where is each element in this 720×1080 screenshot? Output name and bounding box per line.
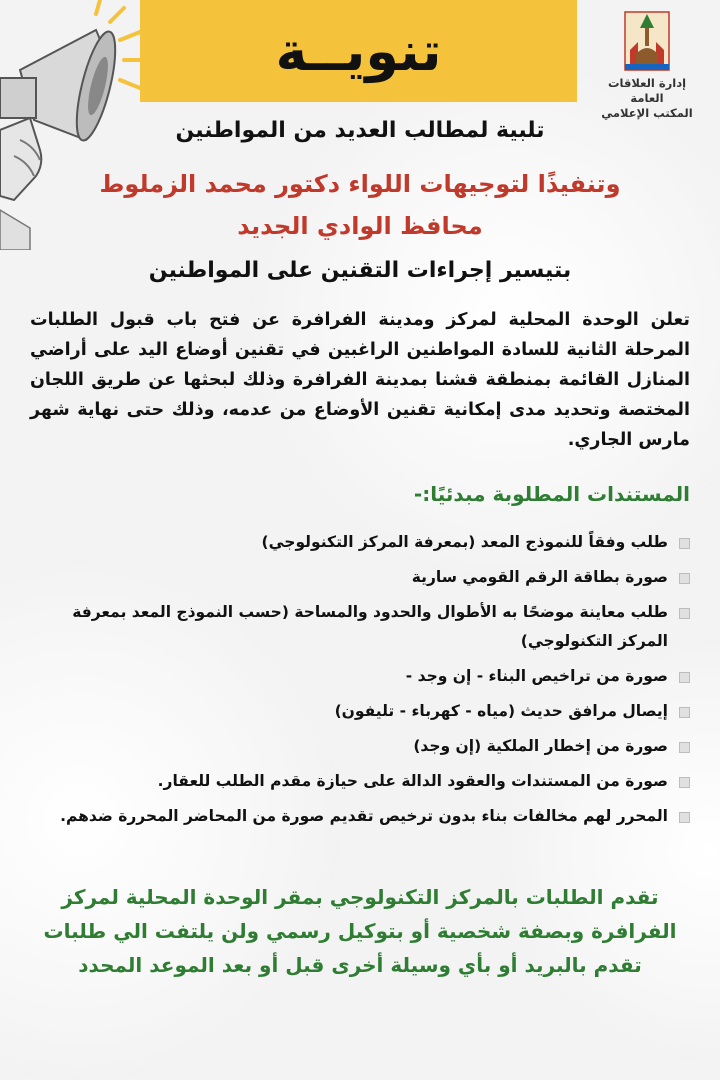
list-item-text: صورة من تراخيص البناء - إن وجد - bbox=[405, 667, 668, 685]
list-item-text: إيصال مرافق حديث (مياه - كهرباء - تليفون) bbox=[334, 702, 668, 720]
list-item-text: طلب معاينة موضحًا به الأطوال والحدود والمساحة (حسب النموذج المعد بمعرفة المركز التكنولوجي) bbox=[72, 603, 668, 650]
header-band bbox=[140, 0, 577, 102]
list-item-text: صورة بطاقة الرقم القومي سارية bbox=[411, 568, 668, 586]
list-item bbox=[30, 662, 690, 691]
list-item bbox=[30, 732, 690, 761]
bullet-icon bbox=[679, 812, 690, 823]
documents-list bbox=[30, 528, 690, 837]
governorate-emblem-icon bbox=[622, 6, 672, 76]
list-item-text: المحرر لهم مخالفات بناء بدون ترخيص تقديم صورة من المحاضر المحررة ضدهم. bbox=[60, 807, 668, 825]
logo bbox=[592, 6, 702, 126]
list-item-text: طلب وفقاً للنموذج المعد (بمعرفة المركز التكنولوجي) bbox=[261, 533, 668, 551]
closing-note: تقدم الطلبات بالمركز التكنولوجي بمقر الوحدة المحلية لمركز الفرافرة وبصفة شخصية أو بتوكيل رسمي ولن يلتفت الي طلبات تقدم بالبريد أو بأي وسيلة أخرى قبل أو بعد الموعد المحدد bbox=[43, 885, 677, 977]
logo-line-2: المكتب الإعلامي bbox=[601, 106, 693, 120]
bullet-icon bbox=[679, 777, 690, 788]
page-title: تنويــة bbox=[275, 19, 442, 83]
logo-line-1: إدارة العلاقات العامة bbox=[607, 76, 687, 105]
list-item bbox=[30, 598, 690, 656]
list-item bbox=[30, 767, 690, 796]
intro-line-2: وتنفيذًا لتوجيهات اللواء دكتور محمد الزملوط bbox=[99, 170, 621, 198]
announcement-paragraph: تعلن الوحدة المحلية لمركز ومدينة الفرافرة عن فتح باب قبول الطلبات المرحلة الثانية للسادة المواطنين الراغبين في تقنين أوضاع اليد على أراضي المنازل القائمة بمنطقة قشنا بمدينة الفرافرة وذلك لبحثها عن طريق اللجان المختصة وتحديد مدى إمكانية تقنين الأوضاع من عدمه، وذلك حتى نهاية شهر مارس الجاري. bbox=[30, 310, 690, 450]
list-item-text: صورة من المستندات والعقود الدالة على حيازة مقدم الطلب للعقار. bbox=[157, 772, 668, 790]
list-item bbox=[30, 528, 690, 557]
bullet-icon bbox=[679, 742, 690, 753]
bullet-icon bbox=[679, 672, 690, 683]
list-item bbox=[30, 697, 690, 726]
intro-line-1: تلبية لمطالب العديد من المواطنين bbox=[175, 118, 545, 143]
bullet-icon bbox=[679, 538, 690, 549]
documents-heading: المستندات المطلوبة مبدئيًا:- bbox=[413, 482, 690, 506]
bullet-icon bbox=[679, 707, 690, 718]
intro-line-3: محافظ الوادي الجديد bbox=[237, 212, 483, 240]
list-item bbox=[30, 802, 690, 831]
intro-line-4: بتيسير إجراءات التقنين على المواطنين bbox=[148, 258, 572, 283]
bullet-icon bbox=[679, 573, 690, 584]
list-item bbox=[30, 563, 690, 592]
list-item-text: صورة من إخطار الملكية (إن وجد) bbox=[413, 737, 668, 755]
bullet-icon bbox=[679, 608, 690, 619]
